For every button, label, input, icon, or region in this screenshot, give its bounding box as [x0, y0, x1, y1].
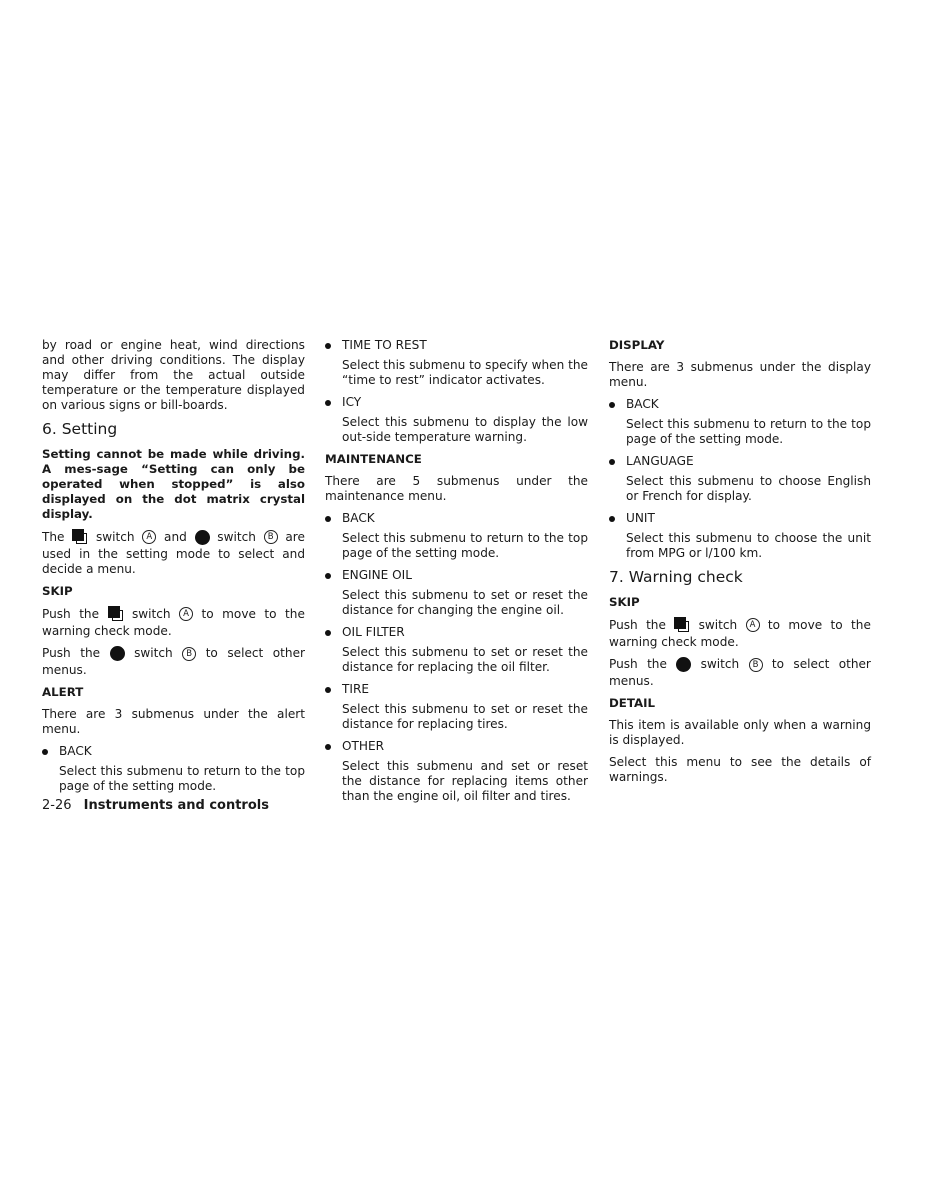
switch-line-continued: used in the setting mode to select and decide a menu. — [42, 547, 305, 576]
skip-heading: SKIP — [42, 584, 73, 598]
detail-paragraph-1: This item is available only when a warning is displayed. — [609, 718, 871, 747]
bullet-icon — [325, 516, 331, 522]
maintenance-heading: MAINTENANCE — [325, 452, 422, 466]
detail-paragraph-2: Select this menu to see the details of warnings. — [609, 755, 871, 784]
circled-b-label: B — [264, 530, 278, 544]
bullet-icon — [325, 630, 331, 636]
list-item: OTHER — [325, 739, 588, 754]
square-switch-icon — [72, 529, 88, 545]
maintenance-intro: There are 5 submenus under the maintenance menu. — [325, 474, 588, 503]
list-item: BACK — [42, 744, 305, 759]
page-footer — [42, 798, 269, 813]
alert-intro: There are 3 submenus under the alert menu. — [42, 707, 305, 736]
skip-line-2: Push the switch B to select other — [42, 646, 305, 660]
display-heading: DISPLAY — [609, 338, 665, 352]
page-number: 2-26 — [42, 798, 72, 813]
warning-check-heading: 7. Warning check — [609, 568, 743, 586]
list-item-description: Select this submenu to specify when the “time to rest” indicator activates. — [342, 358, 588, 387]
skip-line-1-continued: warning check mode. — [42, 624, 172, 638]
circled-a-label: A — [142, 530, 156, 544]
bullet-icon — [42, 749, 48, 755]
switch-line: The switch A and switch B are — [42, 529, 305, 544]
skip-line-2-continued: menus. — [609, 674, 654, 688]
bullet-icon — [609, 516, 615, 522]
list-item: UNIT — [609, 511, 871, 526]
skip-line-1-continued: warning check mode. — [609, 635, 739, 649]
list-item: OIL FILTER — [325, 625, 588, 640]
bullet-icon — [325, 343, 331, 349]
detail-heading: DETAIL — [609, 696, 656, 710]
column-1 — [42, 338, 305, 801]
column-2 — [325, 338, 588, 811]
skip-line-1: Push the switch A to move to the — [42, 606, 305, 621]
list-item: ICY — [325, 395, 588, 410]
skip-line-2-continued: menus. — [42, 663, 87, 677]
round-switch-icon — [110, 646, 125, 661]
square-switch-icon — [674, 617, 690, 633]
list-item-description: Select this submenu to choose the unit from MPG or l/100 km. — [626, 531, 871, 560]
list-item-description: Select this submenu to return to the top page of the setting mode. — [59, 764, 305, 793]
setting-warning: Setting cannot be made while driving. A mes-sage “Setting can only be operated when stopped” is also displayed on the dot matrix crystal display. — [42, 447, 305, 521]
alert-heading: ALERT — [42, 685, 84, 699]
section-title: Instruments and controls — [83, 798, 269, 813]
list-item: LANGUAGE — [609, 454, 871, 469]
list-item-description: Select this submenu to set or reset the distance for replacing the oil filter. — [342, 645, 588, 674]
list-item: TIME TO REST — [325, 338, 588, 353]
list-item-description: Select this submenu to return to the top page of the setting mode. — [342, 531, 588, 560]
bullet-icon — [325, 573, 331, 579]
round-switch-icon — [195, 530, 210, 545]
bullet-icon — [325, 400, 331, 406]
square-switch-icon — [108, 606, 124, 622]
list-item: BACK — [609, 397, 871, 412]
bullet-icon — [609, 459, 615, 465]
list-item: TIRE — [325, 682, 588, 697]
list-item: BACK — [325, 511, 588, 526]
list-item-description: Select this submenu to set or reset the distance for replacing tires. — [342, 702, 588, 731]
circled-b-label: B — [749, 658, 763, 672]
display-intro: There are 3 submenus under the display menu. — [609, 360, 871, 389]
column-3 — [609, 338, 871, 792]
setting-heading: 6. Setting — [42, 420, 118, 438]
list-item-description: Select this submenu to choose English or French for display. — [626, 474, 871, 503]
round-switch-icon — [676, 657, 691, 672]
list-item-description: Select this submenu and set or reset the distance for replacing items other than the engine oil, oil filter and tires. — [342, 759, 588, 803]
circled-a-label: A — [179, 607, 193, 621]
intro-paragraph: by road or engine heat, wind directions and other driving conditions. The display may differ from the actual outside temperature or the temperature displayed on various signs or bill-boards. — [42, 338, 305, 412]
circled-a-label: A — [746, 618, 760, 632]
skip-line-1: Push the switch A to move to the — [609, 617, 871, 632]
list-item-description: Select this submenu to set or reset the distance for changing the engine oil. — [342, 588, 588, 617]
list-item-description: Select this submenu to display the low out-side temperature warning. — [342, 415, 588, 444]
bullet-icon — [609, 402, 615, 408]
list-item-description: Select this submenu to return to the top page of the setting mode. — [626, 417, 871, 446]
circled-b-label: B — [182, 647, 196, 661]
bullet-icon — [325, 744, 331, 750]
bullet-icon — [325, 687, 331, 693]
list-item: ENGINE OIL — [325, 568, 588, 583]
skip-heading: SKIP — [609, 595, 640, 609]
skip-line-2: Push the switch B to select other — [609, 657, 871, 671]
